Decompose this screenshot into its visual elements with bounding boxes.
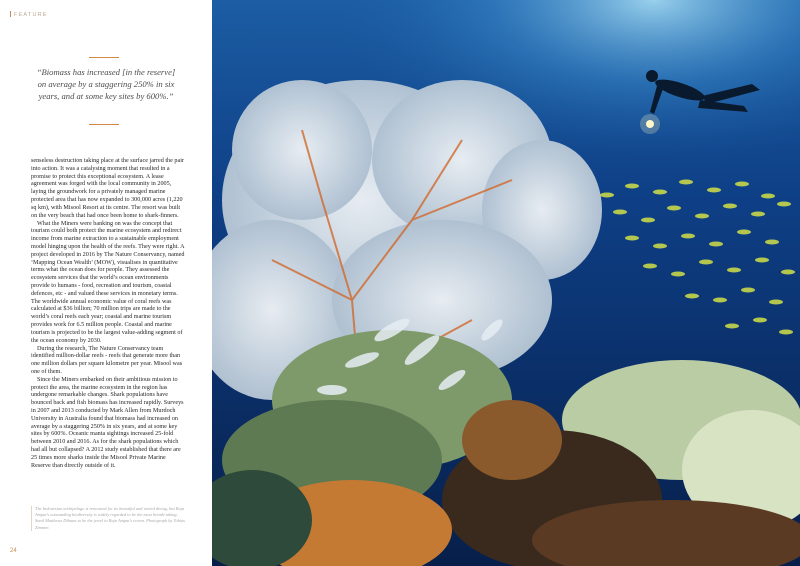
reef-photograph bbox=[212, 0, 800, 566]
body-paragraph: During the research, The Nature Conservancy team identified million-dollar reefs - reefs that generate more than one million dollars per square kilometre per year. Misool was one of them. bbox=[31, 345, 183, 375]
reef-photo-illustration bbox=[212, 0, 800, 566]
page-number: 24 bbox=[10, 548, 17, 554]
article-body bbox=[31, 158, 185, 471]
section-bar bbox=[10, 11, 11, 17]
body-paragraph: What the Miners were banking on was the concept that tourism could both protect the marine ecosystem and redirect income from marine extraction to a sustainable employment model hinging upon the health of the reefs. They were right. A project developed in 2016 by The Nature Conservancy, named ‘Mapping Ocean Wealth’ (MOW), visualises in quantitative terms what the ocean does for people. They assessed the ecosystem services that the world’s ocean environments provide to humans - food, recreation and tourism, coastal defences, etc - and valued these services in monetary terms. The worldwide annual economic value of coral reefs was calculated at $36 billion; 70 million trips are made to the world’s coral reefs each year; coastal and marine tourism provides work for 6.5 million people. Coastal and marine tourism is projected to be the largest value-adding segment of the ocean economy by 2030. bbox=[31, 220, 185, 344]
body-paragraph: senseless destruction taking place at the surface jarred the pair into action. It was a catalysing moment that resulted in a promise to protect this exceptional ecosystem. A lease agreement was forged with the local community in 2005, laying the groundwork for a privately managed marine protected area that has now expanded to 300,000 acres (1,220 sq km), with Misool Resort at its centre. The resort was built on the very beach that had once been home to shark-finners. bbox=[31, 158, 184, 219]
section-label bbox=[10, 11, 48, 18]
photo-caption: The Indonesian archipelago is renowned for its beautiful and varied diving, but Raja Ampat’s outstanding biodiversity is widely regarded to be the most breath-taking. Sunil Matthews Dihaan to be the jewel in Raja Ampat’s crown. Photograph by Tobias Zimmer. bbox=[31, 506, 187, 531]
quote-rule-bottom bbox=[89, 124, 119, 125]
body-paragraph: Since the Miners embarked on their ambitious mission to protect the area, the marine ecosystem in the region has undergone remarkable changes. Shark populations have bounced back and fish biomass has increased rapidly. Surveys in 2007 and 2013 conducted by Mark Allen from Murdoch University in Australia found that biomass had increased on average by a staggering 250% in six years, and at some key sites by 600%. Oceanic manta sightings increased 25-fold between 2010 and 2016. As for the shark populations which had all but collapsed? A 2012 study established that there are 25 times more sharks inside the Misool Private Marine Reserve than directly outside of it. bbox=[31, 376, 184, 469]
pull-quote: “Biomass has increased [in the reserve] on average by a staggering 250% in six years, and at some key sites by 600%.” bbox=[36, 67, 176, 102]
torch-glow bbox=[640, 114, 660, 134]
article-page bbox=[0, 0, 212, 566]
section-label-text: FEATURE bbox=[14, 12, 48, 18]
quote-rule-top bbox=[89, 57, 119, 58]
